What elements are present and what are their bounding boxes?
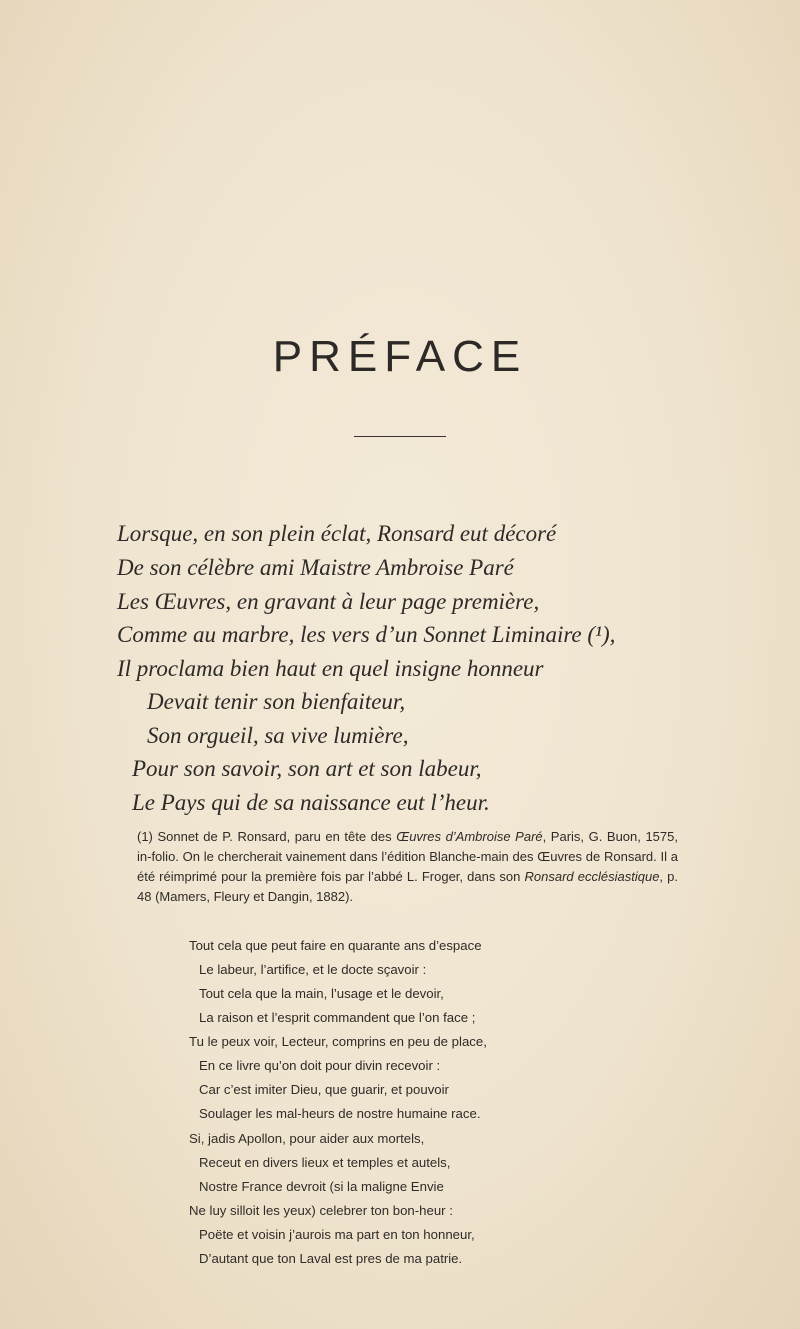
poem-line: Pour son savoir, son art et son labeur, bbox=[132, 756, 482, 781]
sonnet-line: Car c’est imiter Dieu, que guarir, et pouvoir bbox=[199, 1082, 449, 1097]
footnote-work-title: Œuvres d’Ambroise Paré bbox=[396, 829, 543, 844]
page-title: PRÉFACE bbox=[272, 332, 528, 381]
sonnet-line: Tu le peux voir, Lecteur, comprins en peu de place, bbox=[189, 1034, 487, 1049]
title-divider bbox=[354, 436, 446, 437]
poem-line: Devait tenir son bienfaiteur, bbox=[147, 689, 406, 714]
poem-line: Le Pays qui de sa naissance eut l’heur. bbox=[132, 790, 490, 815]
sonnet-line: Si, jadis Apollon, pour aider aux mortels, bbox=[189, 1131, 425, 1146]
sonnet-line: Tout cela que la main, l’usage et le devoir, bbox=[199, 986, 444, 1001]
poem-line: Comme au marbre, les vers d’un Sonnet Liminaire (¹), bbox=[117, 622, 616, 647]
footnote-text: Sonnet de P. Ronsard, paru en tête des bbox=[152, 829, 397, 844]
sonnet-line: Receut en divers lieux et temples et autels, bbox=[199, 1155, 451, 1170]
footnote bbox=[137, 827, 678, 907]
sonnet-line: Ne luy silloit les yeux) celebrer ton bon-heur : bbox=[189, 1203, 453, 1218]
poem-line: Lorsque, en son plein éclat, Ronsard eut décoré bbox=[117, 521, 557, 546]
poem-line: Son orgueil, sa vive lumière, bbox=[147, 723, 409, 748]
sonnet-line: La raison et l’esprit commandent que l’on face ; bbox=[199, 1010, 476, 1025]
poem-line: De son célèbre ami Maistre Ambroise Paré bbox=[117, 555, 514, 580]
sonnet-line: Soulager les mal-heurs de nostre humaine race. bbox=[199, 1106, 481, 1121]
sonnet-line: En ce livre qu’on doit pour divin recevoir : bbox=[199, 1058, 441, 1073]
sonnet-line: D’autant que ton Laval est pres de ma patrie. bbox=[199, 1251, 463, 1266]
sonnet-line: Tout cela que peut faire en quarante ans d’espace bbox=[189, 938, 482, 953]
sonnet-line: Le labeur, l’artifice, et le docte sçavoir : bbox=[199, 962, 427, 977]
poem-line: Les Œuvres, en gravant à leur page première, bbox=[117, 589, 540, 614]
footnote-book-title: Ronsard ecclésiastique bbox=[524, 869, 660, 884]
sonnet-line: Nostre France devroit (si la maligne Envie bbox=[199, 1179, 444, 1194]
footnote-text: , p. 48 (Mamers, Fleury et Dangin, 1882). bbox=[137, 869, 678, 904]
poem-line: Il proclama bien haut en quel insigne honneur bbox=[117, 656, 544, 681]
footnote-marker: (1) bbox=[137, 829, 153, 844]
sonnet-line: Poëte et voisin j’aurois ma part en ton honneur, bbox=[199, 1227, 475, 1242]
footnote-text: , Paris, G. Buon, 1575, in-folio. On le chercherait vainement dans l’édition Blanche-main des Œuvres de Ronsard. Il a été réimprimé pour la première fois par l’abbé L. Froger, dans son bbox=[137, 829, 678, 884]
